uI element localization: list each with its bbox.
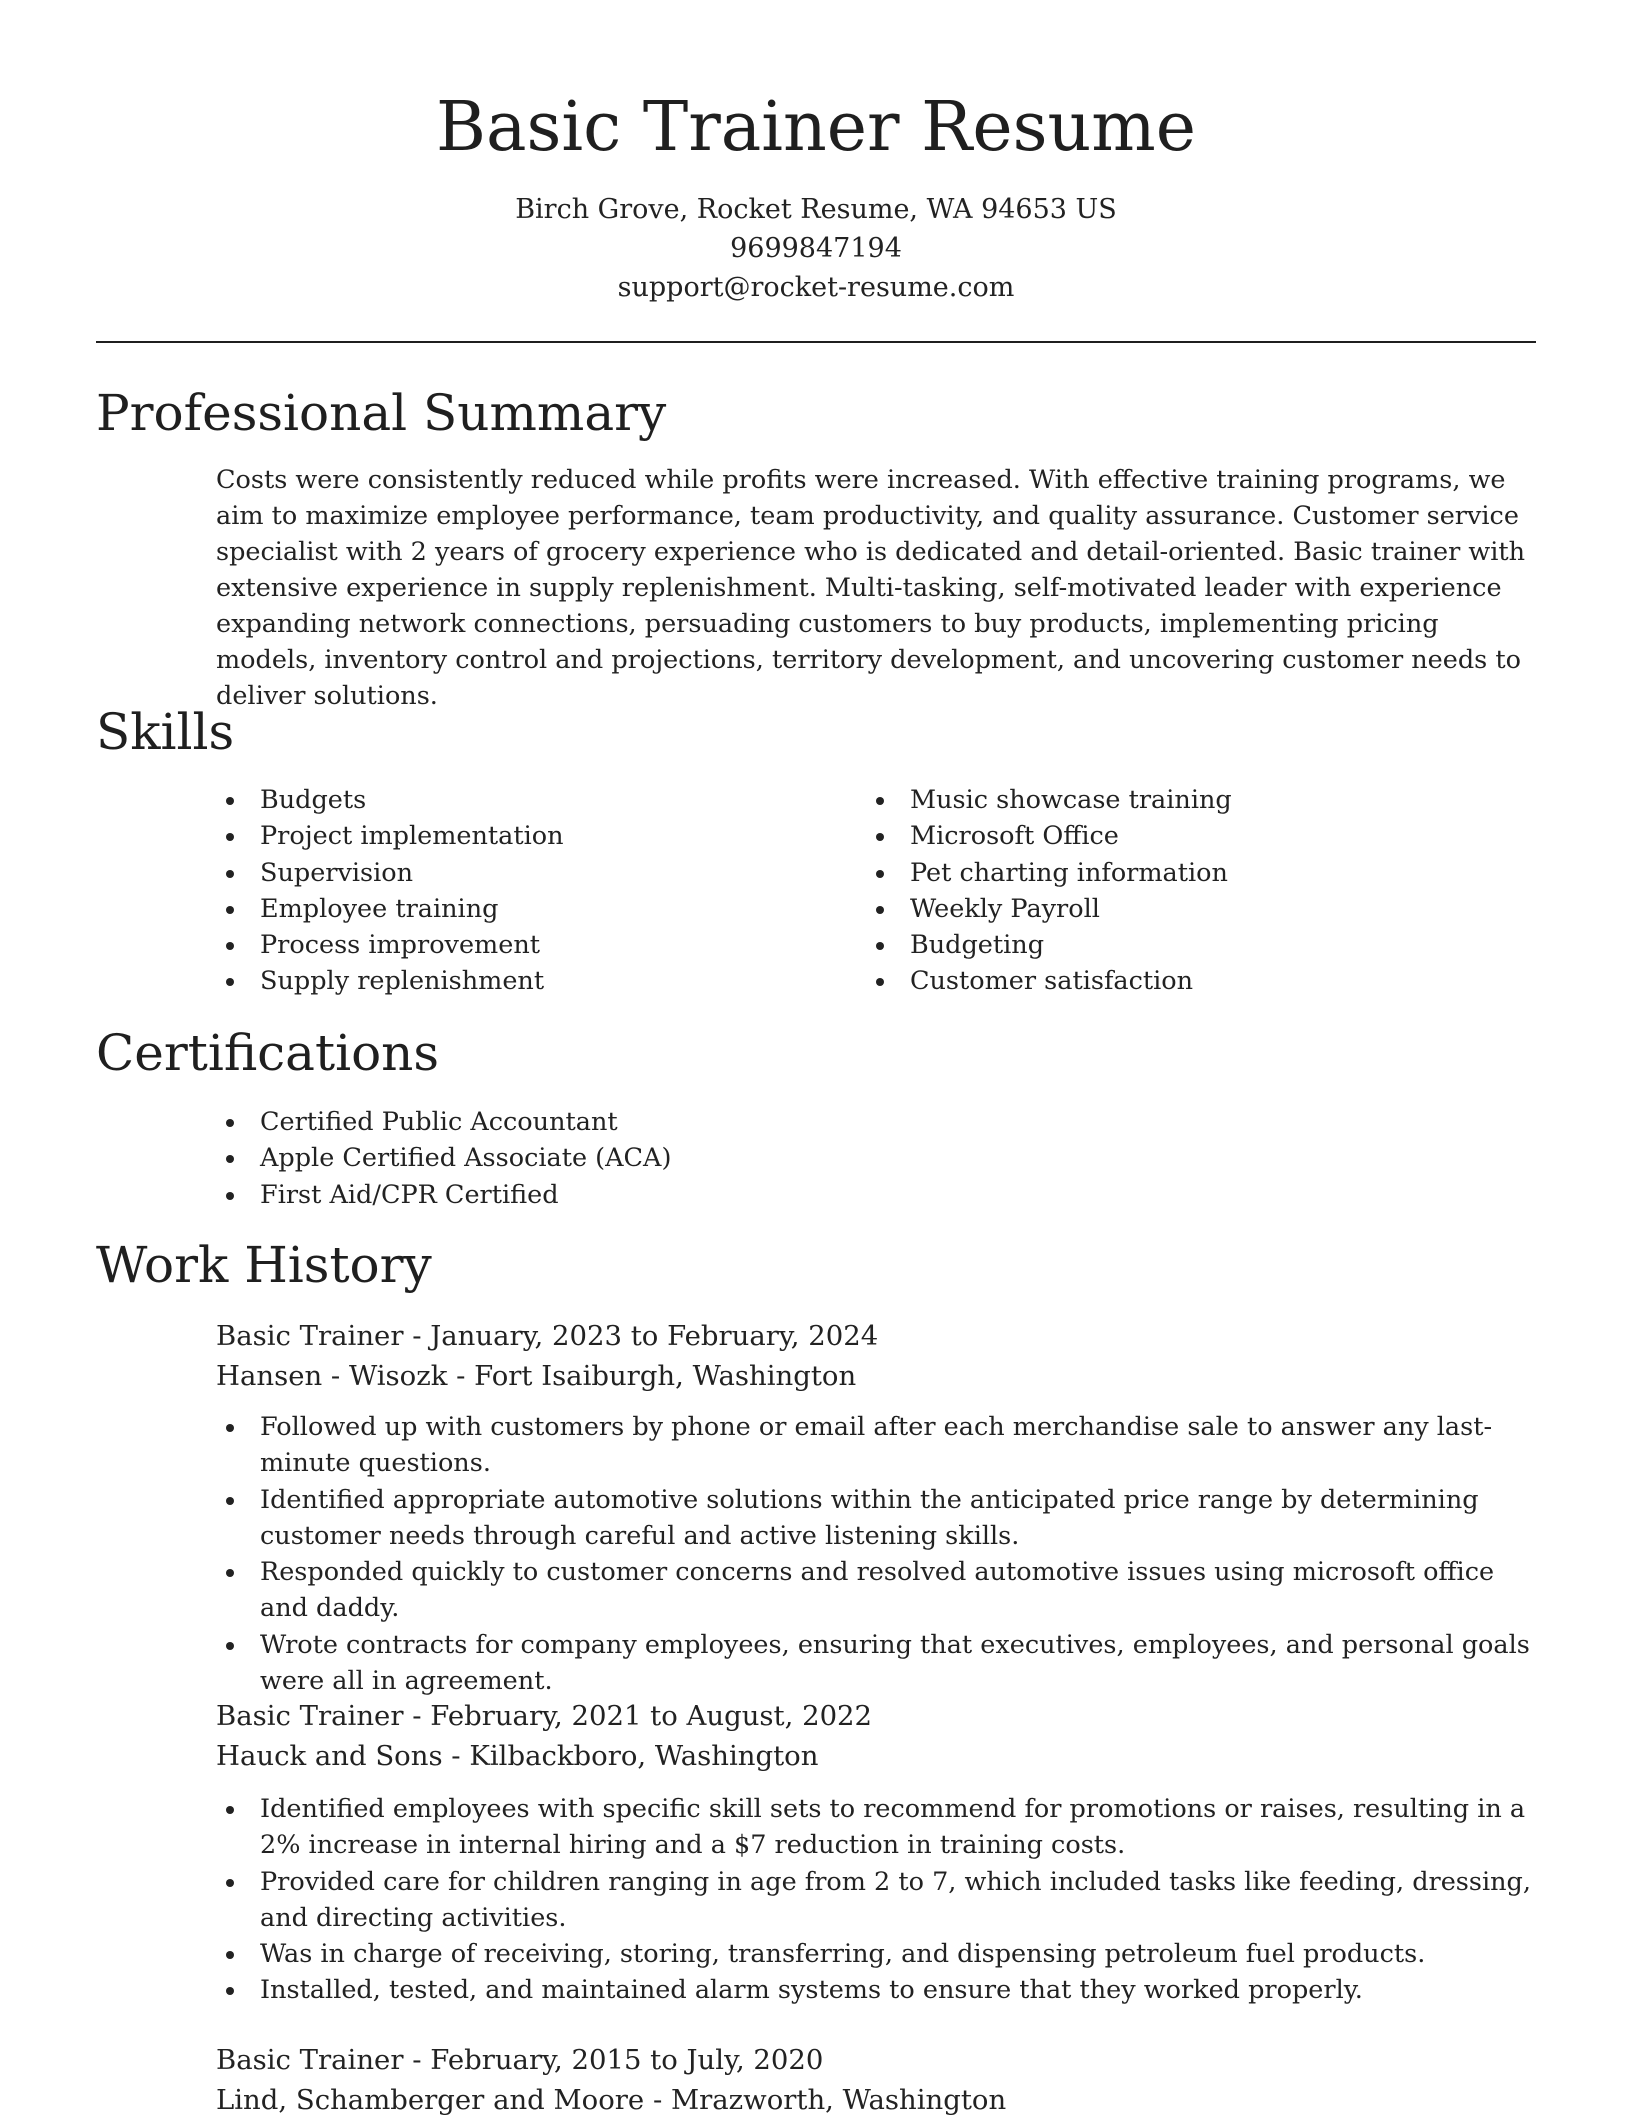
header-divider <box>96 341 1536 343</box>
job-title: Basic Trainer - January, 2023 to February, 2024 <box>216 1320 879 1352</box>
summary-heading: Professional Summary <box>96 384 667 442</box>
job-bullets <box>216 1409 1536 1699</box>
list-item: Supply replenishment <box>216 963 816 999</box>
list-item: Microsoft Office <box>866 818 1506 854</box>
list-item: Apple Certified Associate (ACA) <box>216 1140 1216 1176</box>
job-company: Hauck and Sons - Kilbackboro, Washington <box>216 1740 819 1772</box>
list-item: Process improvement <box>216 927 816 963</box>
list-item: Wrote contracts for company employees, ensuring that executives, employees, and personal goals were all in agreement. <box>216 1627 1536 1700</box>
list-item: Provided care for children ranging in age from 2 to 7, which included tasks like feeding, dressing, and directing activities. <box>216 1864 1536 1937</box>
summary-text: Costs were consistently reduced while profits were increased. With effective training programs, we aim to maximize employee performance, team productivity, and quality assurance. Customer service specialist with 2 years of grocery experience who is dedicated and detail-oriented. Basic trainer with extensive experience in supply replenishment. Multi-tasking, self-motivated leader with experience expanding network connections, persuading customers to buy products, implementing pricing models, inventory control and projections, territory development, and uncovering customer needs to deliver solutions. <box>216 465 1526 711</box>
list-item: Weekly Payroll <box>866 891 1506 927</box>
list-item: First Aid/CPR Certified <box>216 1177 1216 1213</box>
list-item: Pet charting information <box>866 855 1506 891</box>
list-item: Budgeting <box>866 927 1506 963</box>
list-item: Project implementation <box>216 818 816 854</box>
job-company: Hansen - Wisozk - Fort Isaiburgh, Washington <box>216 1360 857 1392</box>
skills-list-right <box>866 782 1506 1000</box>
certifications-heading: Certifications <box>96 1024 440 1082</box>
contact-phone: 9699847194 <box>730 233 902 264</box>
list-item: Customer satisfaction <box>866 963 1506 999</box>
list-item: Followed up with customers by phone or email after each merchandise sale to answer any last-minute questions. <box>216 1409 1536 1482</box>
work-history-heading: Work History <box>96 1236 432 1294</box>
job-title: Basic Trainer - February, 2015 to July, 2020 <box>216 2044 824 2076</box>
list-item: Music showcase training <box>866 782 1506 818</box>
skills-heading: Skills <box>96 703 235 761</box>
contact-address: Birch Grove, Rocket Resume, WA 94653 US <box>515 194 1117 225</box>
list-item: Budgets <box>216 782 816 818</box>
list-item: Identified employees with specific skill sets to recommend for promotions or raises, resulting in a 2% increase in internal hiring and a $7 reduction in training costs. <box>216 1791 1536 1864</box>
list-item: Identified appropriate automotive solutions within the anticipated price range by determining customer needs through careful and active listening skills. <box>216 1482 1536 1555</box>
list-item: Employee training <box>216 891 816 927</box>
list-item: Installed, tested, and maintained alarm systems to ensure that they worked properly. <box>216 1972 1536 2008</box>
list-item: Was in charge of receiving, storing, transferring, and dispensing petroleum fuel products. <box>216 1936 1536 1972</box>
certifications-list <box>216 1104 1216 1213</box>
list-item: Certified Public Accountant <box>216 1104 1216 1140</box>
list-item: Responded quickly to customer concerns and resolved automotive issues using microsoft office and daddy. <box>216 1554 1536 1627</box>
job-company: Lind, Schamberger and Moore - Mrazworth, Washington <box>216 2084 1007 2116</box>
job-title: Basic Trainer - February, 2021 to August, 2022 <box>216 1700 873 1732</box>
contact-email: support@rocket-resume.com <box>617 272 1015 303</box>
job-bullets <box>216 1791 1536 2009</box>
skills-list-left <box>216 782 816 1000</box>
resume-title: Basic Trainer Resume <box>435 88 1197 167</box>
list-item: Supervision <box>216 855 816 891</box>
